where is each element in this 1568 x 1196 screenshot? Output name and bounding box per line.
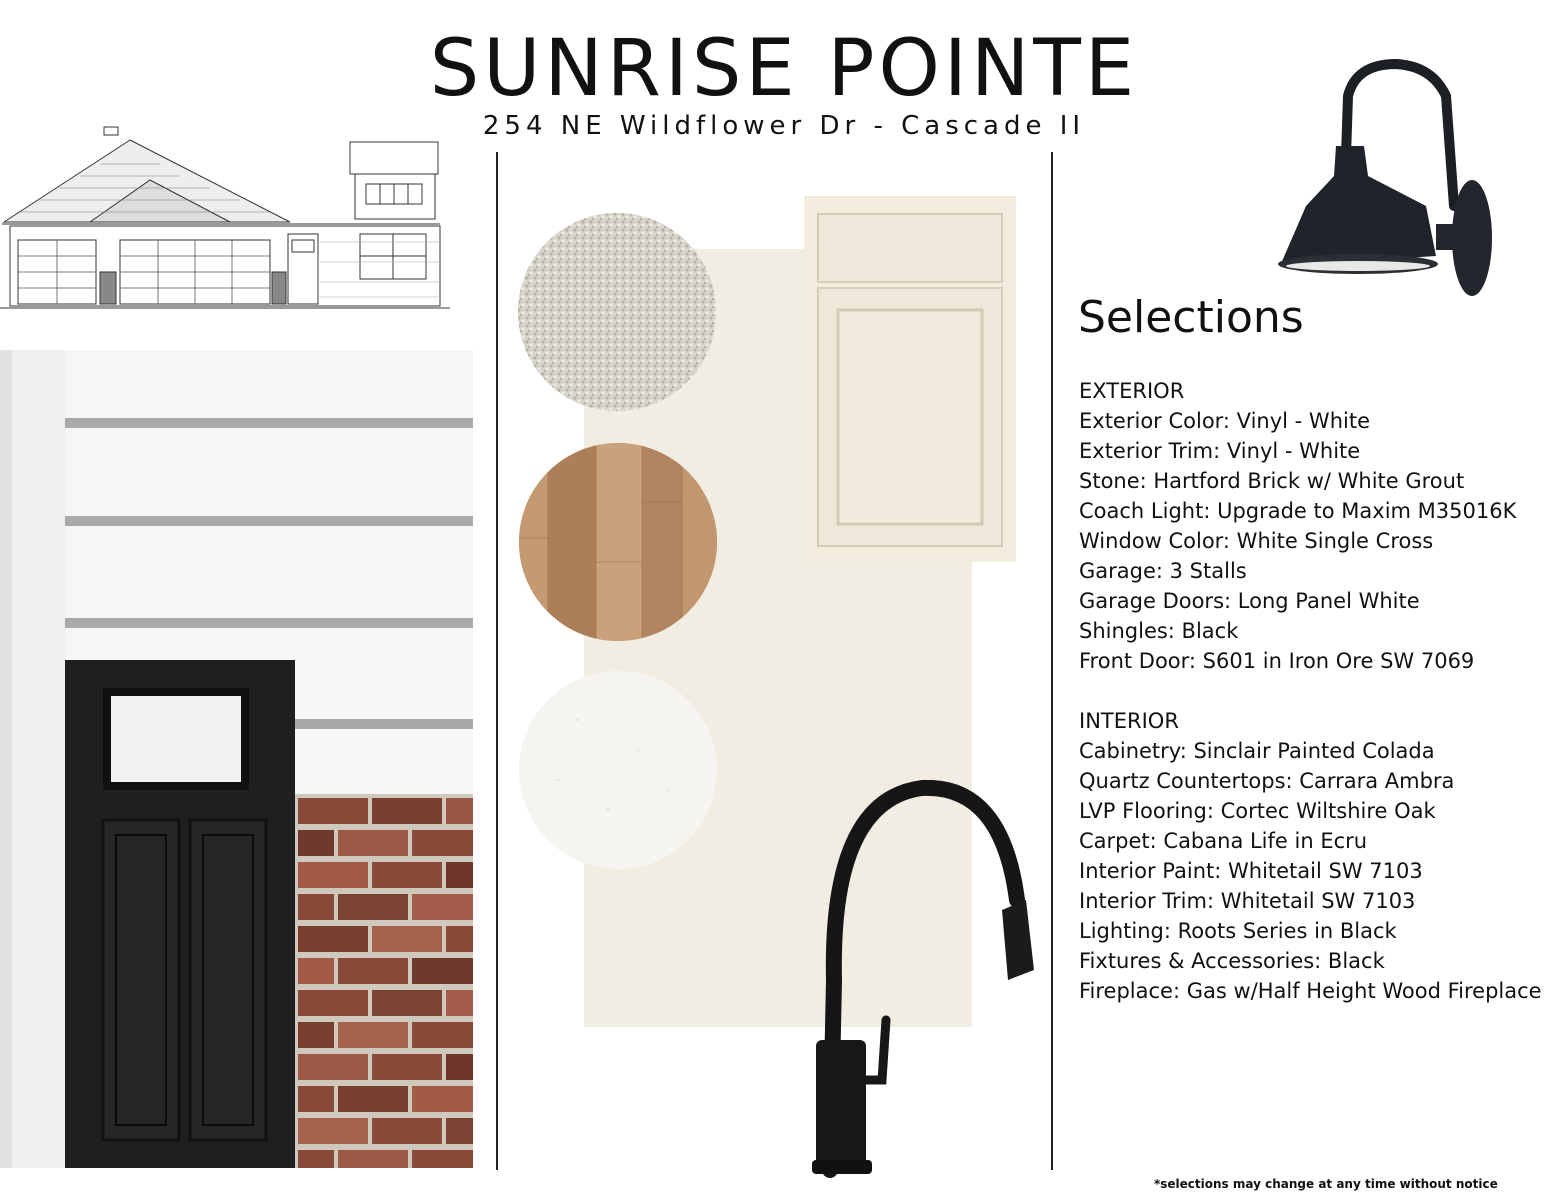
exterior-item: Front Door: S601 in Iron Ore SW 7069	[1079, 649, 1475, 673]
interior-item: Fixtures & Accessories: Black	[1079, 949, 1385, 973]
page-subtitle: 254 NE Wildflower Dr - Cascade II	[482, 111, 1086, 141]
selections-list	[1079, 376, 1542, 1036]
brick-swatch	[295, 794, 473, 1168]
front-door-swatch	[65, 660, 295, 1168]
exterior-item: Stone: Hartford Brick w/ White Grout	[1079, 469, 1465, 493]
interior-item: Fireplace: Gas w/Half Height Wood Fireplace	[1079, 979, 1542, 1003]
exterior-swatch-collage	[0, 350, 473, 1168]
faucet-image	[812, 780, 1042, 1180]
quartz-countertop-swatch	[518, 670, 718, 870]
interior-heading: INTERIOR	[1079, 709, 1179, 733]
interior-item: Lighting: Roots Series in Black	[1079, 919, 1397, 943]
exterior-item: Exterior Color: Vinyl - White	[1079, 409, 1370, 433]
page-title: SUNRISE POINTE	[429, 24, 1139, 114]
interior-item: Cabinetry: Sinclair Painted Colada	[1079, 739, 1435, 763]
exterior-item: Coach Light: Upgrade to Maxim M35016K	[1079, 499, 1517, 523]
house-elevation-drawing	[0, 122, 460, 317]
disclaimer-note: *selections may change at any time without notice	[1154, 1177, 1498, 1191]
carpet-swatch	[517, 212, 717, 412]
cabinet-door-swatch	[804, 196, 1016, 562]
interior-item: Interior Trim: Whitetail SW 7103	[1079, 889, 1416, 913]
coach-light-image	[1276, 56, 1500, 300]
exterior-item: Window Color: White Single Cross	[1079, 529, 1434, 553]
exterior-item: Garage: 3 Stalls	[1079, 559, 1247, 583]
interior-list	[1079, 736, 1542, 1006]
exterior-item: Shingles: Black	[1079, 619, 1239, 643]
exterior-item: Exterior Trim: Vinyl - White	[1079, 439, 1361, 463]
exterior-heading: EXTERIOR	[1079, 379, 1185, 403]
divider-left	[496, 152, 498, 1170]
interior-item: Carpet: Cabana Life in Ecru	[1079, 829, 1368, 853]
lvp-flooring-swatch	[518, 442, 718, 642]
divider-right	[1051, 152, 1053, 1170]
interior-item: LVP Flooring: Cortec Wiltshire Oak	[1079, 799, 1436, 823]
interior-item: Interior Paint: Whitetail SW 7103	[1079, 859, 1423, 883]
exterior-item: Garage Doors: Long Panel White	[1079, 589, 1420, 613]
selections-heading: Selections	[1078, 292, 1304, 343]
exterior-list	[1079, 406, 1542, 676]
interior-item: Quartz Countertops: Carrara Ambra	[1079, 769, 1455, 793]
